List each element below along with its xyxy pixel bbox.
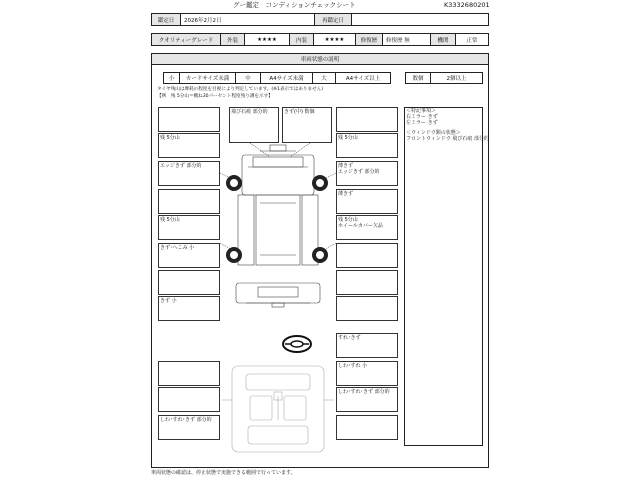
- interior-right-box-4: [336, 415, 398, 440]
- tire-note: タイヤ残山は摩耗の程度を目視により判定しています。(※1表示ではありません): [157, 87, 324, 92]
- legend-large-desc: A4サイズ以上: [335, 72, 391, 84]
- repair-history-value: 修復歴 無: [382, 33, 431, 46]
- interior-left-box-2: [158, 387, 220, 412]
- right-label-2b: エッジきず 部分的: [338, 169, 380, 175]
- legend-count-desc: 2個以上: [430, 72, 483, 84]
- section-title: 車両状態の説明: [151, 53, 489, 65]
- legend-count-label: 数個: [405, 72, 431, 84]
- legend-large-label: 大: [312, 72, 336, 84]
- interior-left-box-1: [158, 361, 220, 386]
- engine-value: 正常: [455, 33, 489, 46]
- legend-small-desc: カードサイズ未満: [179, 72, 236, 84]
- quality-grade-label: クオリティーグレード: [151, 33, 221, 46]
- left-box-1: [158, 107, 220, 132]
- engine-label: 機関: [430, 33, 456, 46]
- car-interior-diagram: [222, 360, 334, 460]
- saikantei-date-value: [351, 13, 489, 26]
- special-note-1: 右ミラー きず: [406, 114, 438, 120]
- top-label-right: きず(中) 数個: [284, 109, 315, 115]
- special-note-2: 左ミラー きず: [406, 120, 438, 126]
- legend-mid-desc: A4サイズ未満: [260, 72, 313, 84]
- legend-mid-label: 中: [235, 72, 261, 84]
- right-box-8: [336, 296, 398, 321]
- interior-label: 内装: [289, 33, 314, 46]
- left-box-4: [158, 189, 220, 214]
- left-box-7: [158, 270, 220, 295]
- right-box-7: [336, 270, 398, 295]
- sheet-title: グー鑑定 コンディションチェックシート: [233, 1, 356, 9]
- steering-wheel-icon: [281, 333, 313, 355]
- left-label-4: きず･へこみ 小: [160, 245, 195, 251]
- document-id: K3332680201: [444, 1, 490, 9]
- left-label-2: エッジきず 部分的: [160, 163, 202, 169]
- exterior-rating: ★★★★: [244, 33, 290, 46]
- left-label-5: きず 小: [160, 298, 177, 304]
- exterior-label: 外装: [220, 33, 245, 46]
- special-notes-header: ＜特記事項＞: [406, 108, 437, 114]
- right-label-3: 薄きず: [338, 191, 354, 197]
- interior-rating: ★★★★: [313, 33, 356, 46]
- right-label-1: 残 5分山: [338, 135, 358, 141]
- left-label-1: 残 5分山: [160, 135, 180, 141]
- tire-example-note: 【例 残 5分山＝概ね30パーセント程度残り溝を示す】: [157, 94, 273, 99]
- legend-small-label: 小: [163, 72, 180, 84]
- left-label-3: 残 5分山: [160, 217, 180, 223]
- right-label-2a: 薄きず: [338, 163, 354, 169]
- notes-panel: [404, 107, 483, 446]
- wheel-icons: [226, 175, 328, 263]
- saikantei-date-label: 再鑑定日: [314, 13, 352, 26]
- footer-note: 車両状態の確認は、停止状態で実施できる範囲で行っています。: [151, 470, 296, 476]
- interior-right-label-3: しわ･すれ･きず 部分的: [338, 389, 390, 395]
- interior-right-label-2: しわ･すれ 小: [338, 363, 368, 369]
- kantei-date-value: 2026年2月2日: [180, 13, 315, 26]
- right-box-6: [336, 243, 398, 268]
- right-label-4a: 残 5分山: [338, 217, 358, 223]
- window-notes-header: ＜ウィンドウ類の状態＞: [406, 130, 461, 136]
- kantei-date-label: 鑑定日: [151, 13, 181, 26]
- window-note-1: フロントウィンドウ 飛び石痕 部分的: [406, 136, 489, 142]
- interior-left-label-1: しわ･すれ･きず 部分的: [160, 417, 212, 423]
- right-box-1: [336, 107, 398, 132]
- repair-history-label: 修復歴: [355, 33, 383, 46]
- interior-right-label-1: すれ･きず: [338, 335, 361, 341]
- car-exterior-diagram: [220, 143, 336, 313]
- right-label-4b: ホイールカバー欠品: [338, 223, 383, 229]
- top-label-left: 飛び石痕 部分的: [231, 109, 268, 115]
